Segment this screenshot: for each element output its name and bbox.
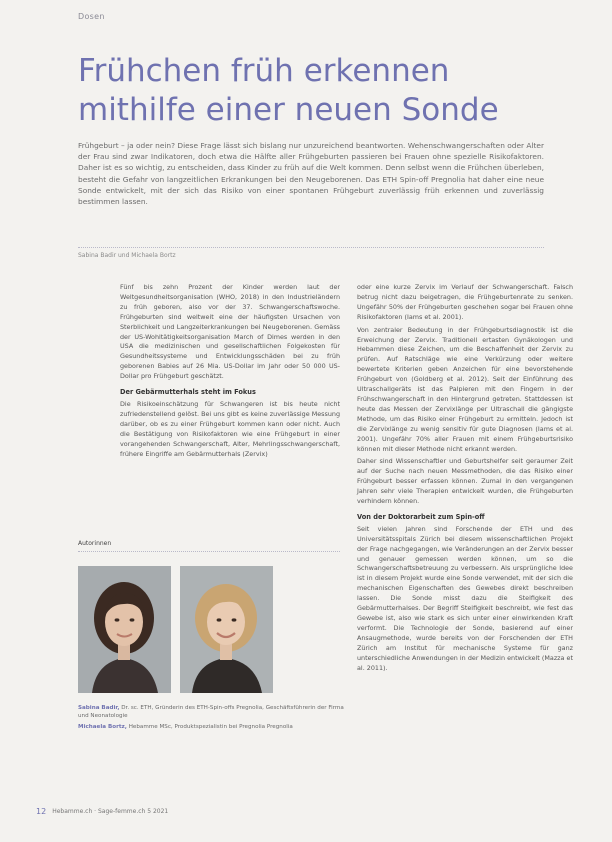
author-caption-1 [78,704,353,720]
subheading: Der Gebärmutterhals steht im Fokus [120,388,256,397]
author-photo-sabina [78,566,171,693]
subheading: Von der Doktorarbeit zum Spin-off [357,512,485,521]
headline-line-1: Frühchen früh erkennen [78,53,450,89]
body-paragraph: oder eine kurze Zervix im Verlauf der Schwangerschaft. Falsch betrug nicht dazu beigetragen, die Frühgeburtenrate zu senken. Ungefähr 50% der Frühgeburten geschehen sogar bei Frauen ohne Risikofaktoren (Iams et al. 2001). [357,283,573,321]
headline-line-2: mithilfe einer neuen Sonde [78,92,499,128]
author-name: Sabina Badir, [78,705,120,711]
author-caption-2 [78,723,353,731]
authors-label: Autorinnen [78,540,340,552]
text-column-2 [357,283,573,676]
text-column-1 [120,283,340,462]
author-photo-michaela [180,566,273,693]
section-label: Dosen [78,12,105,21]
author-description: Dr. sc. ETH, Gründerin des ETH-Spin-offs Pregnolia, Geschäftsführerin der Firma und Neonatologie [78,705,344,720]
body-paragraph: Fünf bis zehn Prozent der Kinder werden laut der Weltgesundheitsorganisation (WHO, 2018) in den Industrieländern zu früh geboren, also vor der 37. Schwangerschaftswoche. Frühgeburten sind weltweit eine der häufigsten Ursachen von Sterblichkeit und Langzeiterkrankungen bei Neugeborenen. Gemäss der US-Wohltätigkeitsorganisation March of Dimes werden in den USA die medizinischen und gesellschaftlichen Folgekosten für Gesundheitssysteme und Entwicklungsschäden bei zu früh geborenen Babies auf 26 Mia. US-Dollar im Jahr oder 50 000 US-Dollar pro Frühgeburt geschätzt. [120,283,340,381]
headline [78,52,558,130]
lead-divider [78,247,544,248]
portrait-icon [180,566,273,693]
page-footer [36,807,576,816]
author-name: Michaela Bortz, [78,724,127,730]
body-paragraph: Daher sind Wissenschaftler und Geburtshelfer seit geraumer Zeit auf der Suche nach neuen Messmethoden, die das Risiko einer Frühgeburt besser erfassen können. Zumal in den vergangenen Jahren sehr viele Therapien entwickelt wurden, die Frühgeburten verhindern können. [357,457,573,506]
byline: Sabina Badir und Michaela Bortz [78,252,176,259]
author-description: Hebamme MSc, Produktspezialistin bei Pregnolia Pregnolia [128,724,293,730]
portrait-icon [78,566,171,693]
lead-paragraph: Frühgeburt – ja oder nein? Diese Frage lässt sich bislang nur unzureichend beantworten. Wehenschwangerschaften oder Alter der Frau sind zwar Indikatoren, doch etwa die Hälfte aller Frühgeburten passieren bei Frauen ohne spezielle Risikofaktoren. Daher ist es so wichtig, zu entscheiden, dass Kinder zu früh auf die Welt kommen. Denn selbst wenn die Frühchen überleben, besteht die Gefahr von langzeitlichen Erkrankungen bei den Neugeborenen. Das ETH Spin-off Pregnolia hat daher eine neue Sonde entwickelt, mit der sich das Risiko von einer spontanen Frühgeburt zuverlässig früh erkennen und zuverlässig bestimmen lassen. [78,141,544,207]
body-paragraph: Von zentraler Bedeutung in der Frühgeburtsdiagnostik ist die Erweichung der Zervix. Traditionell ertasten Gynäkologen und Hebammen diese Zeichen, um die Beschaffenheit der Zervix zu prüfen. Auf Ratschläge wie eine Verkürzung oder weitere bewertete Kriterien geben Anzeichen für eine bevorstehende Frühgeburt von (Goldberg et al. 2012). Seit der Einführung des Ultraschallgeräts ist das Palpieren mit den Fingern in der Frühschwangerschaft in den Hintergrund getreten. Stattdessen ist heute das Messen der Zervixlänge per Ultraschall die gängigste Methode, um das Risiko einer Frühgeburt zu ermitteln. Jedoch ist die Zervixlänge zu wenig sensitiv für gute Diagnosen (Iams et al. 2001). Ungefähr 70% aller Frauen mit einem Frühgeburtsrisiko können mit dieser Methode nicht erkannt werden. [357,325,573,453]
body-paragraph: Seit vielen Jahren sind Forschende der ETH und des Universitätsspitals Zürich bei diesem wissenschaftlichen Projekt der Frage nachgegangen, wie Veränderungen an der Zervix besser und genauer gemessen werden können, um so die Schwangerschaftsbetreuung zu verbessern. Als ursprüngliche Idee ist in diesem Projekt wurde eine Sonde verwendet, mit der sich die mechanischen Eigenschaften des Gewebes direkt beschreiben lassen. Die Sonde misst dazu die Steifigkeit des Gebärmutterhalses. Der Begriff Steifigkeit beschreibt, wie fest das Gewebe ist, also wie stark es sich unter einer einwirkenden Kraft verformt. Die Technologie der Sonde, basierend auf einer Ansaugmethode, wurde bereits von der Forschenden der ETH Zürich am Institut für mechanische Systeme für ganz unterschiedliche Anwendungen in der Medizin entwickelt (Mazza et al. 2011). [357,524,573,672]
publication-info: Hebamme.ch · Sage-femme.ch 5 2021 [52,808,169,815]
body-paragraph: Die Risikoeinschätzung für Schwangeren ist bis heute nicht zufriedenstellend gelöst. Bei uns gibt es keine zuverlässige Messung darüber, ob es zu einer Frühgeburt kommen kann oder nicht. Auch die Bestätigung von Risikofaktoren wie eine Frühgeburt in einer vorangehenden Schwangerschaft, Alter, Mehrlingsschwangerschaft, frühere Eingriffe am Gebärmutterhals (Zervix) [120,399,340,458]
page-number: 12 [36,807,47,816]
